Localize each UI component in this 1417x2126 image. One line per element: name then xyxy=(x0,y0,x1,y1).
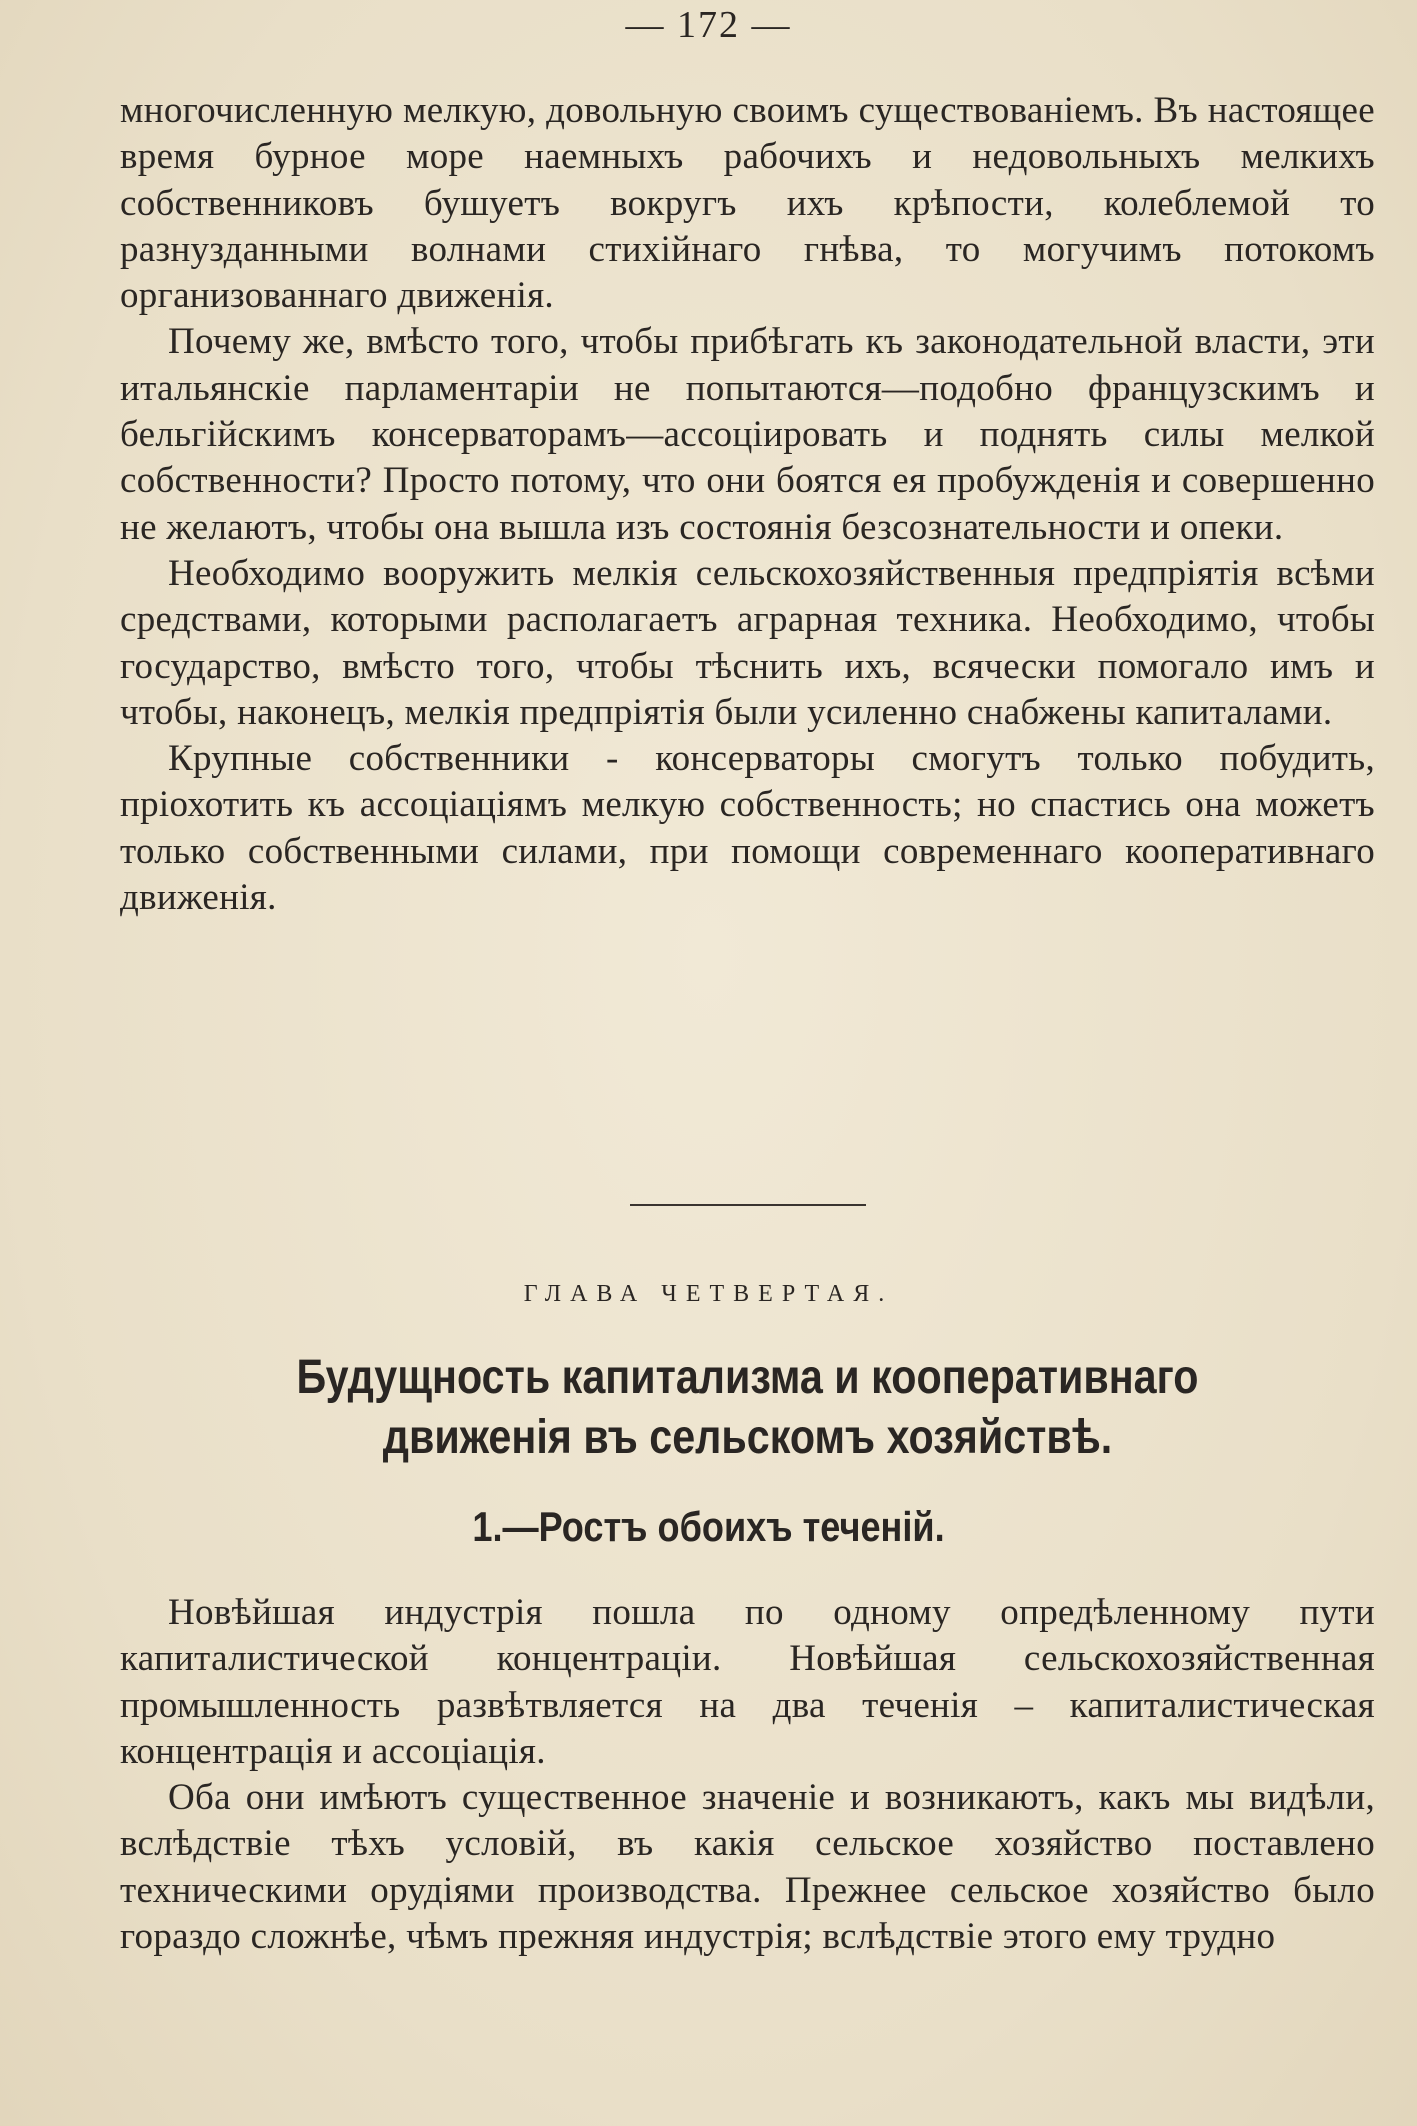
chapter-label: ГЛАВА ЧЕТВЕРТАЯ. xyxy=(523,1281,894,1307)
paragraph: многочисленную мелкую, довольную своимъ существованіемъ. Въ настоящее время бурное море наемныхъ рабочихъ и недовольныхъ мелкихъ собственниковъ бушуетъ вокругъ ихъ крѣпости, колеблемой то разнузданными волнами стихійнаго гнѣва, то могучимъ потокомъ организованнаго движенія. xyxy=(120,90,1375,317)
chapter-title: Будущность капитализма и кооперативнаго движенія въ сельскомъ хозяйствѣ. xyxy=(296,1351,1199,1464)
body-text-bottom xyxy=(120,1590,1375,1960)
paragraph: Оба они имѣютъ существенное значеніе и возникаютъ, какъ мы видѣли, вслѣдствіе тѣхъ условій, въ какія сельское хозяйство поставлено техническими орудіями производства. Прежнее сельское хозяйство было гораздо сложнѣе, чѣмъ прежняя индустрія; вслѣдствіе этого ему трудно xyxy=(120,1777,1375,1958)
paragraph: Крупные собственники - консерваторы смогутъ только побудить, пріохотить къ ассоціаціямъ мелкую собственность; но спастись она можетъ только собственными силами, при помощи современнаго кооперативнаго движенія. xyxy=(120,738,1375,919)
paragraph: Новѣйшая индустрія пошла по одному опредѣленному пути капиталистической концентраціи. Новѣйшая сельскохозяйственная промышленность развѣтвляется на два теченія – капиталистическая концентрація и ассоціація. xyxy=(120,1592,1375,1772)
page-number: — 172 — xyxy=(625,4,792,46)
paragraph: Необходимо вооружить мелкія сельскохозяйственныя предпріятія всѣми средствами, которыми располагаетъ аграрная техника. Необходимо, чтобы государство, вмѣсто того, чтобы тѣснить ихъ, всячески помогало имъ и чтобы, наконецъ, мелкія предпріятія были усиленно снабжены капиталами. xyxy=(120,552,1375,733)
body-text-top xyxy=(120,88,1375,921)
section-divider xyxy=(630,1204,866,1206)
paragraph: Почему же, вмѣсто того, чтобы прибѣгать къ законодательной власти, эти итальянскіе парламентаріи не попытаются—подобно французскимъ и бельгійскимъ консерваторамъ—ассоціировать и поднять силы мелкой собственности? Просто потому, что они боятся ея пробужденія и совершенно не желаютъ, чтобы она вышла изъ состоянія безсознательности и опеки. xyxy=(120,321,1375,548)
section-title: 1.—Ростъ обоихъ теченій. xyxy=(472,1503,945,1550)
